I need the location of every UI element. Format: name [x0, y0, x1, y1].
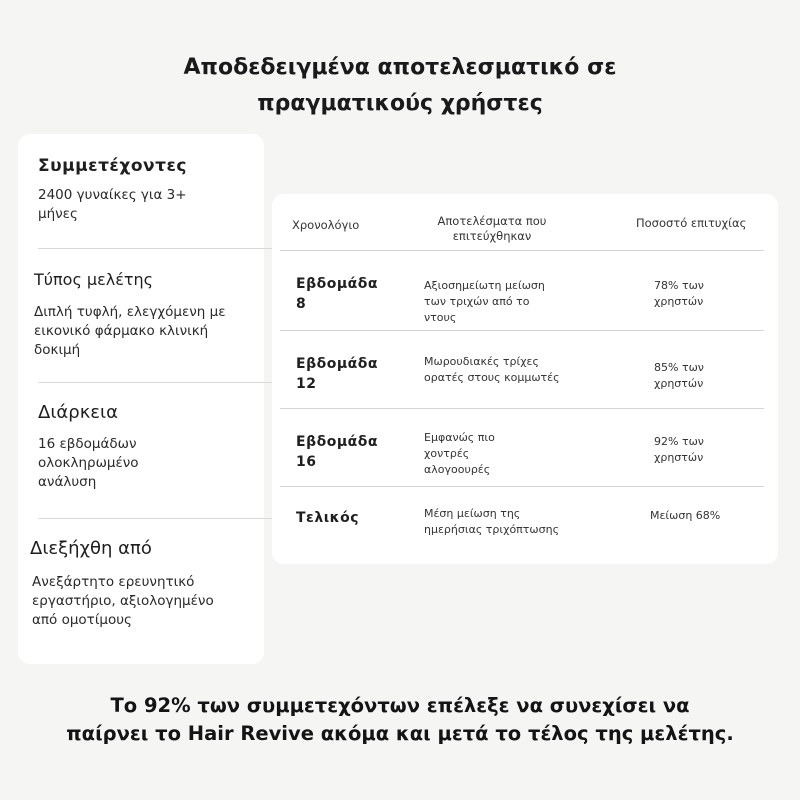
- footer-line-1: Το 92% των συμμετεχόντων επέλεξε να συνεχίσει να: [110, 694, 690, 717]
- row-rate: 78% των χρηστών: [654, 279, 704, 308]
- row-rate: Μείωση 68%: [650, 509, 721, 522]
- participants-title: Συμμετέχοντες: [38, 156, 187, 176]
- row-result: Μέση μείωση της ημερήσιας τριχόπτωσης: [424, 507, 560, 536]
- study-type-section: [34, 270, 254, 360]
- study-details-card: [18, 134, 264, 664]
- participants-text: 2400 γυναίκες για 3+ μήνες: [38, 187, 187, 222]
- conducted-by-title: Διεξήχθη από: [30, 538, 152, 559]
- row-rate: 85% των χρηστών: [654, 361, 704, 390]
- conducted-by-text: Ανεξάρτητο ερευνητικό εργαστήριο, αξιολογημένο από ομοτίμους: [32, 574, 214, 628]
- duration-title: Διάρκεια: [38, 402, 118, 423]
- footer-line-2: παίρνει το Hair Revive ακόμα και μετά το τέλος της μελέτης.: [66, 722, 734, 745]
- duration-text: 16 εβδομάδων ολοκληρωμένο ανάλυση: [38, 436, 139, 490]
- row-period: Εβδομάδα 12: [296, 356, 378, 392]
- header-results: Αποτελέσματα που επιτεύχθηκαν: [437, 214, 547, 243]
- divider: [38, 248, 274, 249]
- row-divider: [280, 330, 764, 331]
- row-divider: [280, 250, 764, 251]
- headline-line-1: Αποδεδειγμένα αποτελεσματικό σε: [183, 55, 617, 80]
- row-result: Αξιοσημείωτη μείωση των τριχών από το ντους: [424, 279, 545, 324]
- header-timeline: Χρονολόγιο: [292, 218, 360, 232]
- participants-section: [38, 156, 258, 224]
- row-period: Εβδομάδα 8: [296, 276, 378, 312]
- row-period: Τελικός: [296, 510, 360, 526]
- row-divider: [280, 408, 764, 409]
- footer-statement: [0, 692, 800, 748]
- divider: [38, 518, 274, 519]
- row-period: Εβδομάδα 16: [296, 434, 378, 470]
- row-result: Εμφανώς πιο χοντρές αλογοουρές: [424, 431, 495, 476]
- row-rate: 92% των χρηστών: [654, 435, 704, 464]
- results-table: [272, 194, 778, 564]
- row-divider: [280, 486, 764, 487]
- study-type-text: Διπλή τυφλή, ελεγχόμενη με εικονικό φάρμακο κλινική δοκιμή: [34, 304, 226, 358]
- header-success-rate: Ποσοστό επιτυχίας: [636, 216, 747, 230]
- headline-line-2: πραγματικούς χρήστες: [257, 91, 543, 116]
- page-headline: [0, 50, 800, 122]
- duration-section: [38, 402, 258, 492]
- study-type-title: Τύπος μελέτης: [34, 270, 154, 289]
- divider: [38, 382, 274, 383]
- conducted-by-section: [30, 538, 250, 630]
- row-result: Μωρουδιακές τρίχες ορατές στους κομμωτές: [424, 355, 560, 384]
